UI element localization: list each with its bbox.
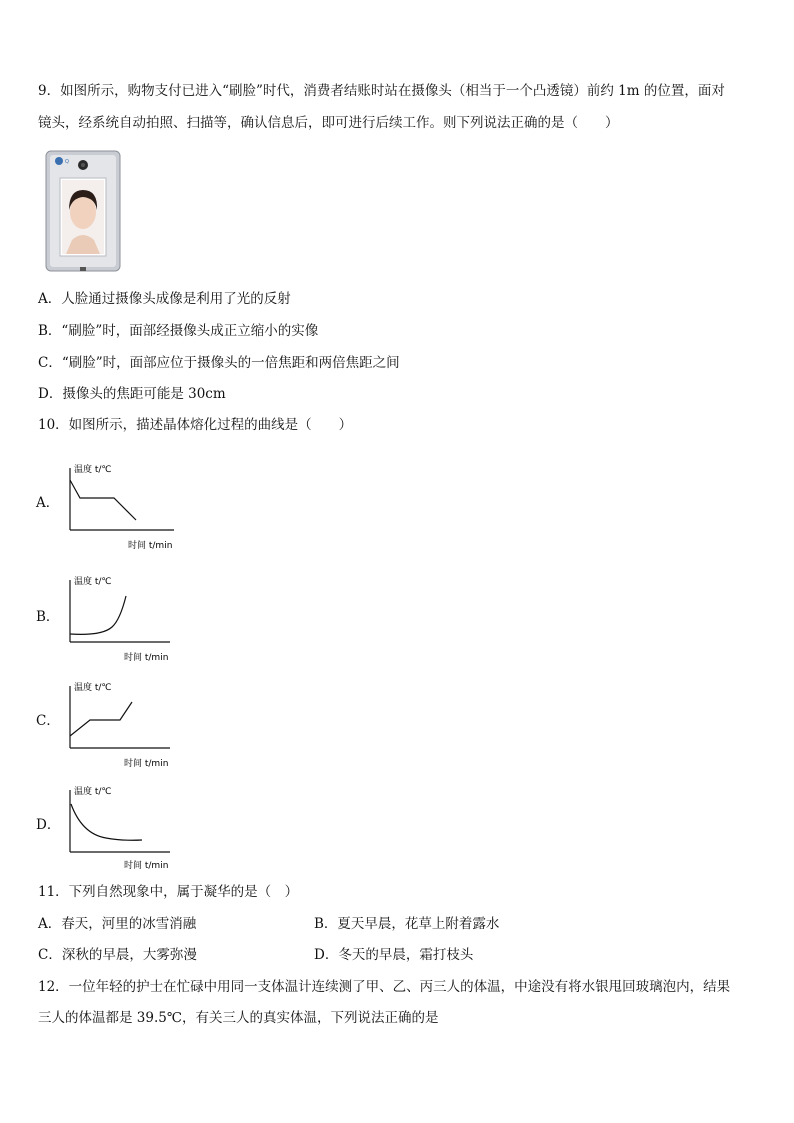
- graph-a-ylabel: 温度 t/℃: [74, 465, 112, 475]
- q11-option-a: A．春天，河里的冰雪消融: [38, 916, 197, 932]
- graph-b: [62, 572, 192, 667]
- graph-c: [62, 678, 192, 773]
- graph-a-label: A．: [36, 495, 60, 511]
- device-brand-text: Q: [65, 159, 69, 165]
- q11-option-d: D．冬天的早晨，霜打枝头: [314, 947, 474, 963]
- graph-c-xlabel: 时间 t/min: [124, 759, 169, 769]
- face-recognition-device-image: [45, 150, 121, 272]
- graph-b-label: B．: [36, 609, 60, 625]
- q9-option-c: C．“刷脸”时，面部应位于摄像头的一倍焦距和两倍焦距之间: [38, 355, 400, 371]
- q11-option-b: B．夏天早晨，花草上附着露水: [314, 916, 500, 932]
- q10-stem: 10．如图所示，描述晶体熔化过程的曲线是（ ）: [38, 417, 353, 433]
- graph-d-ylabel: 温度 t/℃: [74, 787, 112, 797]
- q9-stem-line2: 镜头，经系统自动拍照、扫描等，确认信息后，即可进行后续工作。则下列说法正确的是（ ）: [38, 115, 619, 131]
- graph-b-ylabel: 温度 t/℃: [74, 577, 112, 587]
- graph-c-curve: [70, 702, 132, 736]
- graph-c-label: C．: [36, 713, 60, 729]
- graph-d-xlabel: 时间 t/min: [124, 861, 169, 871]
- q9-stem-line1: 9．如图所示，购物支付已进入“刷脸”时代，消费者结账时站在摄像头（相当于一个凸透镜）前约 1m 的位置，面对: [38, 83, 725, 99]
- brand-logo-icon: [55, 157, 63, 165]
- graph-c-ylabel: 温度 t/℃: [74, 683, 112, 693]
- q11-stem: 11．下列自然现象中，属于凝华的是（ ）: [38, 884, 299, 900]
- graph-a: [62, 460, 192, 555]
- q12-stem-line1: 12．一位年轻的护士在忙碌中用同一支体温计连续测了甲、乙、丙三人的体温，中途没有将水银甩回玻璃泡内，结果: [38, 979, 731, 995]
- graph-a-curve: [70, 480, 136, 520]
- graph-b-curve: [70, 596, 126, 634]
- q9-option-a: A．人脸通过摄像头成像是利用了光的反射: [38, 291, 291, 307]
- graph-a-xlabel: 时间 t/min: [128, 541, 173, 551]
- graph-b-xlabel: 时间 t/min: [124, 653, 169, 663]
- q11-option-c: C．深秋的早晨，大雾弥漫: [38, 947, 197, 963]
- graph-d: [62, 782, 192, 877]
- graph-d-label: D．: [36, 817, 61, 833]
- q12-stem-line2: 三人的体温都是 39.5℃，有关三人的真实体温，下列说法正确的是: [38, 1010, 439, 1026]
- q9-option-b: B．“刷脸”时，面部经摄像头成正立缩小的实像: [38, 323, 319, 339]
- q9-option-d: D．摄像头的焦距可能是 30cm: [38, 386, 226, 402]
- graph-d-curve: [71, 804, 142, 840]
